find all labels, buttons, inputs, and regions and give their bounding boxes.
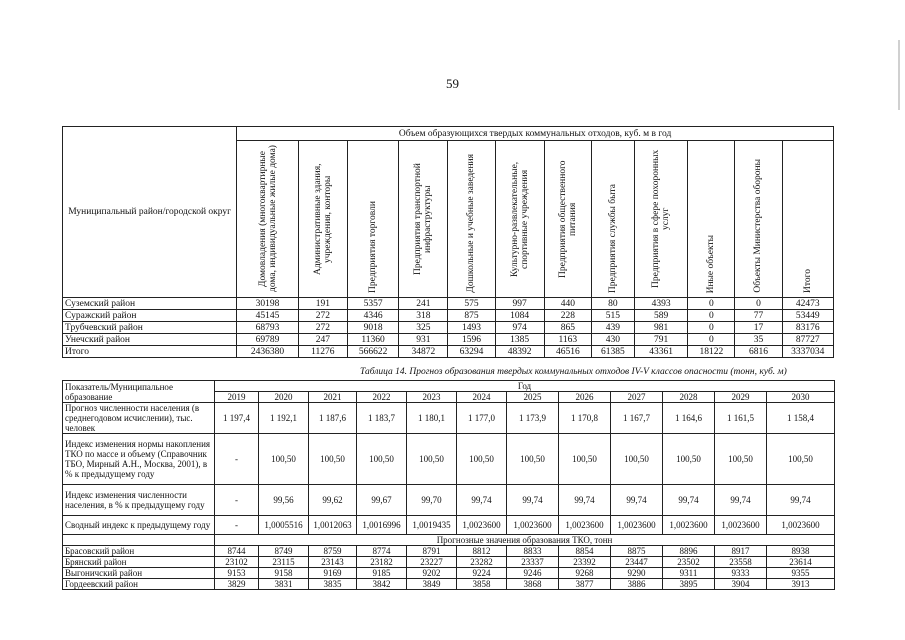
cell-value: 34872 — [399, 346, 448, 358]
page-edge-mark — [898, 40, 900, 110]
cell-value: 4346 — [347, 310, 398, 322]
cell-value: 1,0023600 — [715, 516, 767, 535]
column-header-label: Предприятия службы быта — [607, 183, 618, 293]
waste-forecast-table — [62, 380, 835, 590]
cell-value: 1 170,8 — [559, 403, 611, 434]
cell-value: 3858 — [457, 579, 507, 590]
cell-value: 100,50 — [767, 434, 835, 485]
cell-value: 228 — [544, 310, 591, 322]
cell-value: 1,0023600 — [507, 516, 559, 535]
year-header: Год — [215, 381, 835, 392]
cell-value: 61385 — [591, 346, 634, 358]
year-header-cell: 2030 — [767, 392, 835, 403]
column-header-label: Дошкольные и учебные заведения — [466, 154, 477, 293]
column-header-label: Предприятия общественного питания — [557, 160, 578, 278]
cell-value: 99,70 — [407, 485, 457, 516]
cell-value: 1,0012063 — [309, 516, 357, 535]
cell-value: 99,67 — [357, 485, 407, 516]
cell-value: 318 — [399, 310, 448, 322]
district-name: Гордеевский район — [63, 579, 215, 590]
cell-value: 1 167,7 — [611, 403, 663, 434]
cell-value: 3904 — [715, 579, 767, 590]
cell-value: 99,62 — [309, 485, 357, 516]
year-header-cell: 2022 — [357, 392, 407, 403]
district-row — [63, 579, 835, 590]
cell-value: 1,0005516 — [259, 516, 309, 535]
year-header-cell: 2027 — [611, 392, 663, 403]
forecast-header-row — [63, 535, 835, 546]
cell-value: 1,0023600 — [611, 516, 663, 535]
cell-value: 8896 — [663, 546, 715, 557]
column-header — [298, 141, 347, 298]
cell-value: 63294 — [448, 346, 495, 358]
cell-value: 42473 — [782, 298, 833, 310]
cell-value: 1 197,4 — [215, 403, 259, 434]
table-row — [63, 298, 834, 310]
district-name: Брянский район — [63, 557, 215, 568]
cell-value: 3829 — [215, 579, 259, 590]
cell-value: 11360 — [347, 334, 398, 346]
cell-value: 8812 — [457, 546, 507, 557]
cell-value: 8938 — [767, 546, 835, 557]
indicator-name: Индекс изменения численности населения, в % к предыдущему году — [63, 485, 215, 516]
column-header — [448, 141, 495, 298]
cell-value: 1163 — [544, 334, 591, 346]
column-header — [495, 141, 544, 298]
cell-value: 45145 — [237, 310, 299, 322]
cell-value: 9290 — [611, 568, 663, 579]
year-header-cell: 2026 — [559, 392, 611, 403]
page-number: 59 — [446, 76, 459, 91]
cell-value: 8875 — [611, 546, 663, 557]
cell-value: 100,50 — [457, 434, 507, 485]
column-header-label: Предприятия транспортной инфраструктуры — [413, 163, 434, 275]
cell-value: 272 — [298, 322, 347, 334]
cell-value: 931 — [399, 334, 448, 346]
cell-value: 30198 — [237, 298, 299, 310]
cell-value: 100,50 — [507, 434, 559, 485]
cell-value: 8854 — [559, 546, 611, 557]
column-header — [634, 141, 687, 298]
cell-value: 23143 — [309, 557, 357, 568]
cell-value: 3868 — [507, 579, 559, 590]
district-row — [63, 568, 835, 579]
cell-value: 1,0023600 — [767, 516, 835, 535]
district-name: Итого — [63, 346, 237, 358]
district-name: Выгоничский район — [63, 568, 215, 579]
row-header: Муниципальный район/городской округ — [63, 127, 237, 298]
cell-value: 43361 — [634, 346, 687, 358]
cell-value: 8749 — [259, 546, 309, 557]
cell-value: 23337 — [507, 557, 559, 568]
cell-value: 9246 — [507, 568, 559, 579]
cell-value: 575 — [448, 298, 495, 310]
cell-value: 791 — [634, 334, 687, 346]
cell-value: 247 — [298, 334, 347, 346]
cell-value: 440 — [544, 298, 591, 310]
cell-value: 100,50 — [559, 434, 611, 485]
cell-value: 68793 — [237, 322, 299, 334]
indicator-row — [63, 434, 835, 485]
column-header-label: Административные здания, учреждения, конторы — [312, 163, 333, 275]
cell-value: 0 — [688, 298, 735, 310]
cell-value: 9333 — [715, 568, 767, 579]
cell-value: 23558 — [715, 557, 767, 568]
column-header-label: Культурно-развлекательные, спортивные учреждения — [509, 161, 530, 277]
cell-value: 325 — [399, 322, 448, 334]
cell-value: 46516 — [544, 346, 591, 358]
cell-value: 566622 — [347, 346, 398, 358]
cell-value: 100,50 — [611, 434, 663, 485]
cell-value: 99,56 — [259, 485, 309, 516]
cell-value: 1084 — [495, 310, 544, 322]
cell-value: 3877 — [559, 579, 611, 590]
year-header-cell: 2028 — [663, 392, 715, 403]
cell-value: 1385 — [495, 334, 544, 346]
cell-value: 23614 — [767, 557, 835, 568]
district-name: Унечский район — [63, 334, 237, 346]
cell-value: 3835 — [309, 579, 357, 590]
year-header-cell: 2025 — [507, 392, 559, 403]
cell-value: 8833 — [507, 546, 559, 557]
year-header-cell: 2019 — [215, 392, 259, 403]
cell-value: 99,74 — [611, 485, 663, 516]
year-header-cell: 2024 — [457, 392, 507, 403]
cell-value: 99,74 — [715, 485, 767, 516]
table-row — [63, 310, 834, 322]
cell-value: 18122 — [688, 346, 735, 358]
column-header — [544, 141, 591, 298]
cell-value: 1 161,5 — [715, 403, 767, 434]
table-row — [63, 334, 834, 346]
forecast-header-blank — [63, 535, 215, 546]
group-header: Объем образующихся твердых коммунальных отходов, куб. м в год — [237, 127, 834, 141]
cell-value: 4393 — [634, 298, 687, 310]
cell-value: 0 — [735, 298, 782, 310]
cell-value: 23447 — [611, 557, 663, 568]
cell-value: 8744 — [215, 546, 259, 557]
cell-value: 1 183,7 — [357, 403, 407, 434]
indicator-name: Индекс изменения нормы накопления ТКО по массе и объему (Справочник ТБО, Мирный А.Н., Москва, 2001), в % к предыдущему году — [63, 434, 215, 485]
cell-value: 100,50 — [407, 434, 457, 485]
cell-value: 9153 — [215, 568, 259, 579]
cell-value: 69789 — [237, 334, 299, 346]
cell-value: - — [215, 485, 259, 516]
cell-value: 0 — [688, 334, 735, 346]
cell-value: 3842 — [357, 579, 407, 590]
district-name: Трубчевский район — [63, 322, 237, 334]
cell-value: 3831 — [259, 579, 309, 590]
cell-value: 1493 — [448, 322, 495, 334]
cell-value: 3895 — [663, 579, 715, 590]
cell-value: 23115 — [259, 557, 309, 568]
corner-header: Показатель/Муниципальное образование — [63, 381, 215, 403]
indicator-row — [63, 403, 835, 434]
indicator-row — [63, 485, 835, 516]
cell-value: 1 192,1 — [259, 403, 309, 434]
cell-value: 8791 — [407, 546, 457, 557]
cell-value: 0 — [688, 310, 735, 322]
indicator-name: Сводный индекс к предыдущему году — [63, 516, 215, 535]
cell-value: 1,0023600 — [457, 516, 507, 535]
column-header — [735, 141, 782, 298]
cell-value: 100,50 — [715, 434, 767, 485]
year-header-cell: 2020 — [259, 392, 309, 403]
cell-value: 865 — [544, 322, 591, 334]
cell-value: 1 164,6 — [663, 403, 715, 434]
cell-value: 997 — [495, 298, 544, 310]
year-header-cell: 2029 — [715, 392, 767, 403]
cell-value: 5357 — [347, 298, 398, 310]
column-header — [399, 141, 448, 298]
cell-value: 100,50 — [309, 434, 357, 485]
forecast-header: Прогнозные значения образования ТКО, тонн — [215, 535, 835, 546]
cell-value: 272 — [298, 310, 347, 322]
cell-value: 23282 — [457, 557, 507, 568]
cell-value: 1596 — [448, 334, 495, 346]
year-header-cell: 2021 — [309, 392, 357, 403]
cell-value: 9355 — [767, 568, 835, 579]
cell-value: 23182 — [357, 557, 407, 568]
cell-value: 23502 — [663, 557, 715, 568]
cell-value: 8759 — [309, 546, 357, 557]
cell-value: 1,0016996 — [357, 516, 407, 535]
indicator-row — [63, 516, 835, 535]
table-row — [63, 322, 834, 334]
cell-value: 3337034 — [782, 346, 833, 358]
cell-value: 981 — [634, 322, 687, 334]
cell-value: 2436380 — [237, 346, 299, 358]
table-caption: Таблица 14. Прогноз образования твердых коммунальных отходов IV-V классов опасности (тонн, куб. м) — [360, 367, 787, 377]
cell-value: 35 — [735, 334, 782, 346]
cell-value: 9202 — [407, 568, 457, 579]
indicator-name: Прогноз численности населения (в среднегодовом исчислении), тыс. человек — [63, 403, 215, 434]
cell-value: 191 — [298, 298, 347, 310]
cell-value: 439 — [591, 322, 634, 334]
cell-value: 99,74 — [507, 485, 559, 516]
column-header — [347, 141, 398, 298]
column-header-label: Объекты Министерства обороны — [753, 159, 764, 293]
cell-value: 515 — [591, 310, 634, 322]
cell-value: 100,50 — [663, 434, 715, 485]
waste-volume-table — [62, 126, 834, 358]
table-row — [63, 346, 834, 358]
cell-value: 589 — [634, 310, 687, 322]
cell-value: 1 180,1 — [407, 403, 457, 434]
cell-value: 23227 — [407, 557, 457, 568]
district-row — [63, 557, 835, 568]
column-header — [688, 141, 735, 298]
column-header-label: Итого — [802, 268, 813, 293]
district-name: Брасовский район — [63, 546, 215, 557]
cell-value: 87727 — [782, 334, 833, 346]
cell-value: 8774 — [357, 546, 407, 557]
cell-value: 53449 — [782, 310, 833, 322]
cell-value: 9018 — [347, 322, 398, 334]
cell-value: 48392 — [495, 346, 544, 358]
cell-value: 6816 — [735, 346, 782, 358]
cell-value: 3886 — [611, 579, 663, 590]
column-header — [237, 141, 299, 298]
cell-value: 9185 — [357, 568, 407, 579]
cell-value: 80 — [591, 298, 634, 310]
cell-value: 9158 — [259, 568, 309, 579]
cell-value: 1 158,4 — [767, 403, 835, 434]
cell-value: 1,0023600 — [559, 516, 611, 535]
cell-value: 99,74 — [457, 485, 507, 516]
cell-value: 23102 — [215, 557, 259, 568]
cell-value: 241 — [399, 298, 448, 310]
cell-value: 0 — [688, 322, 735, 334]
cell-value: 974 — [495, 322, 544, 334]
cell-value: 11276 — [298, 346, 347, 358]
cell-value: 77 — [735, 310, 782, 322]
column-header — [782, 141, 833, 298]
cell-value: 1,0023600 — [663, 516, 715, 535]
year-header-cell: 2023 — [407, 392, 457, 403]
district-name: Суражский район — [63, 310, 237, 322]
cell-value: 875 — [448, 310, 495, 322]
cell-value: 3913 — [767, 579, 835, 590]
cell-value: 9268 — [559, 568, 611, 579]
cell-value: 83176 — [782, 322, 833, 334]
cell-value: 99,74 — [767, 485, 835, 516]
column-header-label: Иные объекты — [706, 234, 717, 293]
cell-value: 1,0019435 — [407, 516, 457, 535]
cell-value: 1 177,0 — [457, 403, 507, 434]
column-header-label: Предприятия в сфере похоронных услуг — [651, 149, 672, 289]
cell-value: 9169 — [309, 568, 357, 579]
cell-value: 100,50 — [259, 434, 309, 485]
cell-value: 100,50 — [357, 434, 407, 485]
cell-value: 3849 — [407, 579, 457, 590]
cell-value: 1 173,9 — [507, 403, 559, 434]
cell-value: 23392 — [559, 557, 611, 568]
cell-value: 9224 — [457, 568, 507, 579]
column-header — [591, 141, 634, 298]
cell-value: 99,74 — [663, 485, 715, 516]
cell-value: - — [215, 434, 259, 485]
cell-value: 1 187,6 — [309, 403, 357, 434]
cell-value: 99,74 — [559, 485, 611, 516]
column-header-label: Предприятия торговли — [368, 201, 379, 293]
column-header-label: Домовладения (многоквартирные дома, индивидуальные жилые дома) — [257, 145, 278, 293]
cell-value: 8917 — [715, 546, 767, 557]
cell-value: - — [215, 516, 259, 535]
district-row — [63, 546, 835, 557]
cell-value: 9311 — [663, 568, 715, 579]
cell-value: 430 — [591, 334, 634, 346]
cell-value: 17 — [735, 322, 782, 334]
district-name: Суземский район — [63, 298, 237, 310]
